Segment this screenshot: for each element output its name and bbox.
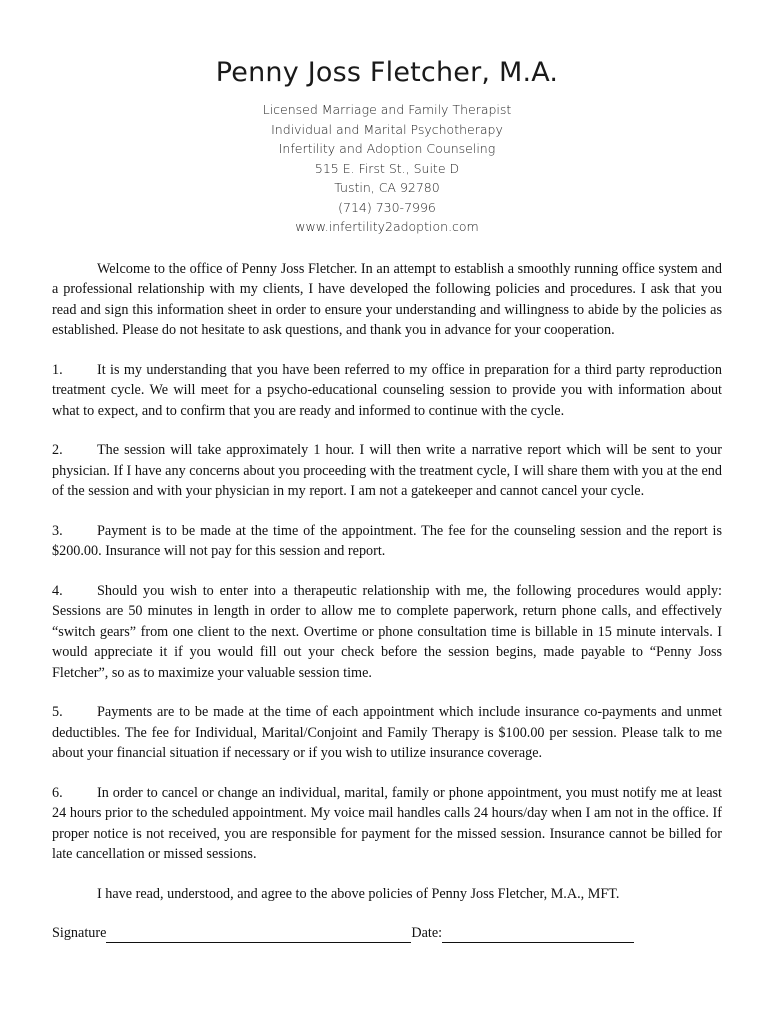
policy-number: 2. xyxy=(52,442,63,458)
policy-number: 6. xyxy=(52,784,63,801)
policy-item-6 xyxy=(52,783,722,865)
policy-text: Should you wish to enter into a therapeutic relationship with me, the following procedures would apply: Sessions are 50 minutes in length in order to allow me to complete paperwork, return phone calls, and effectively “switch gears” from one client to the next. Overtime or phone consultation time is billable in 15 minute intervals. I would appreciate it if you would fill out your check before the session begins, made payable to “Penny Joss Fletcher”, so as to maximize your valuable session time. xyxy=(52,582,722,681)
policy-item-1 xyxy=(52,360,722,422)
signature-row xyxy=(52,923,722,943)
signature-label: Signature xyxy=(52,925,107,941)
phone-number: (714) 730-7996 xyxy=(338,199,436,215)
address-street: 515 E. First St., Suite D xyxy=(314,160,460,176)
policy-item-2 xyxy=(52,440,722,502)
policy-number: 5. xyxy=(52,704,63,720)
website: www.infertility2adoption.com xyxy=(295,219,479,234)
address-city: Tustin, CA 92780 xyxy=(334,180,440,195)
policy-number: 3. xyxy=(52,522,63,539)
policy-text: Payment is to be made at the time of the appointment. The fee for the counseling session and the report is $200.00. Insurance will not pay for this session and report. xyxy=(52,522,722,559)
acknowledgement-statement: I have read, understood, and agree to the above policies of Penny Joss Fletcher, M.A., MFT. xyxy=(97,885,620,902)
letterhead xyxy=(52,56,722,237)
policy-text: In order to cancel or change an individual, marital, family or phone appointment, you must notify me at least 24 hours prior to the scheduled appointment. My voice mail handles calls 24 hours/day when I am not in the office. If proper notice is not received, you are responsible for payment for the missed session. Insurance cannot be billed for late cancellation or missed sessions. xyxy=(52,784,722,862)
policy-item-4 xyxy=(52,581,722,684)
specialty-line-infertility: Infertility and Adoption Counseling xyxy=(278,141,496,156)
policy-item-5 xyxy=(52,702,722,764)
specialty-line-psychotherapy: Individual and Marital Psychotherapy xyxy=(271,121,503,137)
policy-text: The session will take approximately 1 hour. I will then write a narrative report which will be sent to your physician. If I have any concerns about you proceeding with the treatment cycle, I will share them with you at the end of the session and with your physician in my report. I am not a gatekeeper and cannot cancel your cycle. xyxy=(52,442,722,499)
therapist-name: Penny Joss Fletcher, M.A. xyxy=(215,57,559,88)
signature-line[interactable] xyxy=(106,927,411,943)
intro-paragraph: Welcome to the office of Penny Joss Fletcher. In an attempt to establish a smoothly running office system and a professional relationship with my clients, I have developed the following policies and procedures. I ask that you read and sign this information sheet in order to ensure your understanding and willingness to abide by the policies as established. Please do not hesitate to ask questions, and thank you in advance for your cooperation. xyxy=(52,260,722,338)
license-line: Licensed Marriage and Family Therapist xyxy=(262,102,512,117)
date-line[interactable] xyxy=(442,927,634,943)
policy-text: It is my understanding that you have been referred to my office in preparation for a third party reproduction treatment cycle. We will meet for a psycho-educational counseling session to provide you with information about what to expect, and to confirm that you are ready and informed to continue with the cycle. xyxy=(52,361,722,419)
policy-item-3 xyxy=(52,521,722,562)
policy-number: 4. xyxy=(52,582,63,599)
policy-number: 1. xyxy=(52,361,63,378)
date-label: Date: xyxy=(411,925,443,941)
policy-text: Payments are to be made at the time of each appointment which include insurance co-payments and unmet deductibles. The fee for Individual, Marital/Conjoint and Family Therapy is $100.00 per session. Please talk to me about your financial situation if necessary or if you wish to utilize insurance coverage. xyxy=(52,704,722,761)
